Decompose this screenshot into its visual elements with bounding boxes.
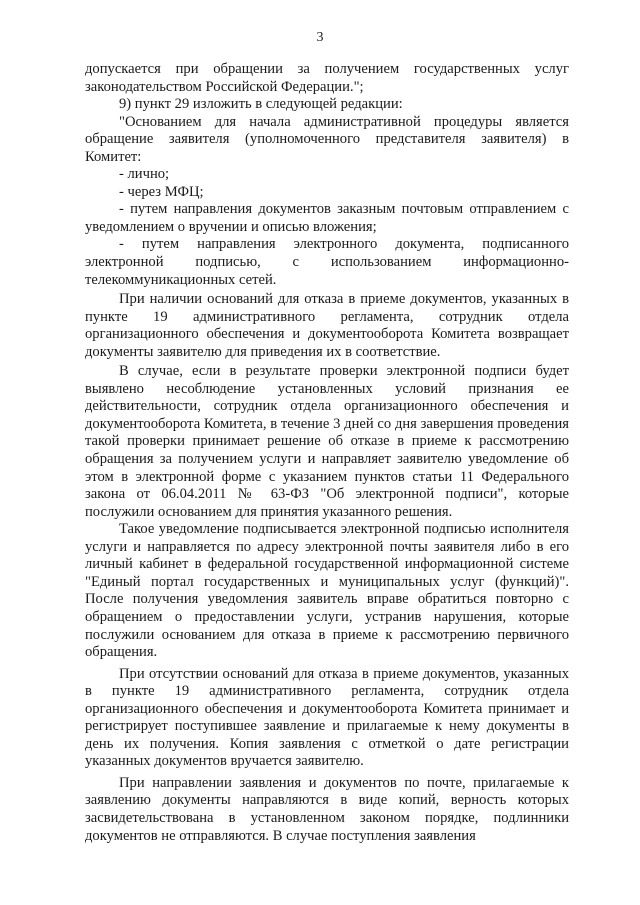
paragraph-signature-check: В случае, если в результате проверки электронной подписи будет выявлено несоблюдение установленных условий признания ее действительности, сотрудник отдела организационного обеспечения и документооборота Комитета, в течение 3 дней со дня завершения проведения такой проверки принимает решение об отказе в приеме к рассмотрению обращения за получением услуги и направляет заявителю уведомление об этом в электронной форме с указанием пунктов статьи 11 Федерального закона от 06.04.2011 № 63-ФЗ "Об электронной подписи", которые послужили основанием для принятия указанного решения.	[85, 363, 569, 520]
list-item-in-person: - лично;	[119, 166, 170, 183]
list-item-by-mail: - путем направления документов заказным почтовым отправлением с уведомлением о вручении и описью вложения;	[85, 201, 569, 235]
paragraph-continuation: допускается при обращении за получением государственных услуг законодательством Российской Федерации.";	[85, 61, 569, 95]
paragraph-grounds-for-procedure: "Основанием для начала административной процедуры является обращение заявителя (уполномоченного представителя заявителя) в Комитет:	[85, 113, 569, 165]
paragraph-refusal-grounds: При наличии оснований для отказа в приеме документов, указанных в пункте 19 административного регламента, сотрудник отдела организационного обеспечения и документооборота Комитета возвращает документы заявителю для приведения их в соответствие.	[85, 291, 569, 360]
paragraph-postal-submission: При направлении заявления и документов по почте, прилагаемые к заявлению документы направляются в виде копий, верность которых засвидетельствована в установленном законом порядке, подлинники документов не отправляются. В случае поступления заявления	[85, 774, 569, 844]
paragraph-registration: При отсутствии оснований для отказа в приеме документов, указанных в пункте 19 административного регламента, сотрудник отдела организационного обеспечения и документооборота Комитета принимает и регистрирует поступившее заявление и прилагаемые к нему документы в день их получения. Копия заявления с отметкой о дате регистрации указанных документов вручается заявителю.	[85, 665, 569, 770]
list-item-via-mfc: - через МФЦ;	[119, 183, 204, 200]
page-number: 3	[316, 30, 324, 45]
document-body	[85, 61, 569, 845]
paragraph-amendment-item-9: 9) пункт 29 изложить в следующей редакции:	[119, 96, 403, 113]
list-item-electronic-document: - путем направления электронного документа, подписанного электронной подписью, с использованием информационно-телекоммуникационных сетей.	[85, 236, 569, 288]
paragraph-notification: Такое уведомление подписывается электронной подписью исполнителя услуги и направляется по адресу электронной почты заявителя либо в его личный кабинет в федеральной государственной информационной системе "Единый портал государственных и муниципальных услуг (функций)". После получения уведомления заявитель вправе обратиться повторно с обращением о предоставлении услуги, устранив нарушения, которые послужили основанием для отказа в приеме к рассмотрению первичного обращения.	[85, 521, 569, 661]
